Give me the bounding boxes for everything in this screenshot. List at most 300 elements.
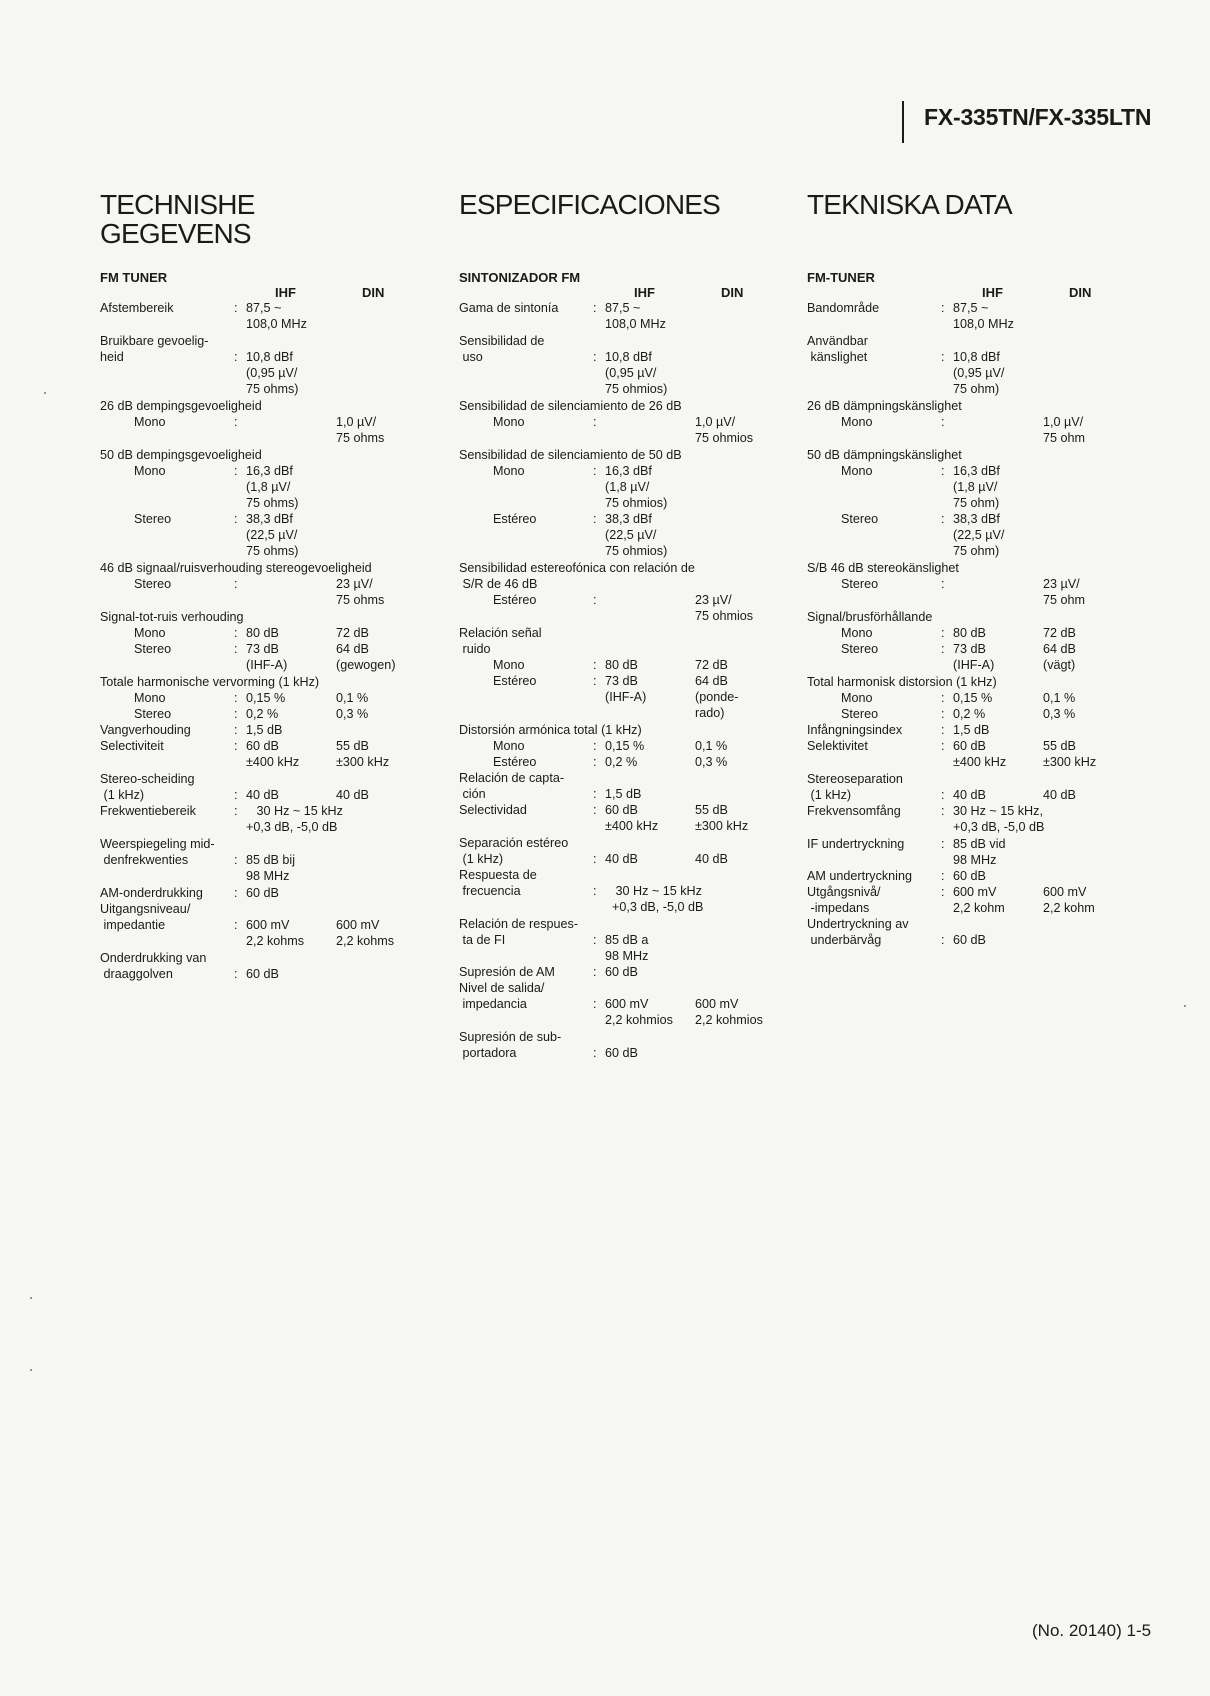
spec-separator: : xyxy=(941,350,945,364)
spec-label: Sensibilidad de xyxy=(459,334,545,348)
spec-line xyxy=(459,948,789,964)
spec-separator: : xyxy=(593,301,597,315)
spec-value-din: 0,1 % xyxy=(1043,691,1076,705)
spec-group xyxy=(459,300,789,332)
spec-separator: : xyxy=(941,626,945,640)
spec-separator: : xyxy=(234,512,238,526)
spec-line xyxy=(100,819,430,835)
spec-value-ihf: 2,2 kohm xyxy=(953,901,1005,915)
spec-list xyxy=(807,300,1137,948)
spec-group xyxy=(100,836,430,884)
spec-line xyxy=(459,349,789,365)
spec-sublabel: Stereo xyxy=(134,577,172,591)
spec-line xyxy=(100,625,430,641)
spec-value-din: 23 µV/ xyxy=(336,577,373,591)
spec-line xyxy=(100,300,430,316)
spec-value-ihf: +0,3 dB, -5,0 dB xyxy=(953,820,1045,834)
spec-separator: : xyxy=(234,464,238,478)
scan-speck xyxy=(30,1369,32,1371)
spec-line xyxy=(807,479,1137,495)
spec-line xyxy=(100,738,430,754)
spec-value-din: 40 dB xyxy=(695,852,728,866)
spec-value-ihf: (IHF-A) xyxy=(246,658,288,672)
spec-separator: : xyxy=(234,642,238,656)
din-column-header: DIN xyxy=(1069,285,1092,300)
ihf-column-header: IHF xyxy=(275,285,296,300)
spec-label: frecuencia xyxy=(459,884,521,898)
spec-line xyxy=(100,463,430,479)
column-swedish xyxy=(807,190,1137,949)
spec-value-ihf: ±400 kHz xyxy=(605,819,659,833)
spec-label: känslighet xyxy=(807,350,868,364)
spec-line xyxy=(807,868,1137,884)
spec-separator: : xyxy=(941,869,945,883)
spec-separator: : xyxy=(941,739,945,753)
spec-label: Supresión de sub- xyxy=(459,1030,562,1044)
spec-value-din: 0,1 % xyxy=(695,739,728,753)
spec-value-ihf: 40 dB xyxy=(605,852,638,866)
spec-line xyxy=(100,511,430,527)
spec-value-ihf: 60 dB xyxy=(953,933,986,947)
spec-line xyxy=(459,996,789,1012)
spec-value-ihf: 10,8 dBf xyxy=(953,350,1000,364)
spec-value-din: 64 dB xyxy=(336,642,369,656)
spec-label: Afstembereik xyxy=(100,301,174,315)
spec-value-din: 75 ohmios xyxy=(695,431,754,445)
spec-label: portadora xyxy=(459,1046,517,1060)
spec-line xyxy=(807,836,1137,852)
spec-label: Gama de sintonía xyxy=(459,301,559,315)
spec-line xyxy=(807,754,1137,770)
spec-value-ihf: 85 dB vid xyxy=(953,837,1006,851)
spec-line xyxy=(459,543,789,559)
spec-value-din: ±300 kHz xyxy=(695,819,749,833)
spec-separator: : xyxy=(593,803,597,817)
spec-line xyxy=(807,365,1137,381)
spec-group xyxy=(459,1029,789,1061)
spec-separator: : xyxy=(941,837,945,851)
spec-sublabel: Mono xyxy=(134,691,166,705)
spec-value-din: 40 dB xyxy=(336,788,369,802)
spec-value-din: 55 dB xyxy=(336,739,369,753)
spec-value-din: 1,0 µV/ xyxy=(1043,415,1084,429)
section-header xyxy=(459,270,789,300)
spec-label: Distorsión armónica total (1 kHz) xyxy=(459,723,642,737)
spec-value-din: (vägt) xyxy=(1043,658,1076,672)
spec-line xyxy=(459,641,789,657)
spec-separator: : xyxy=(593,593,597,607)
spec-label: IF undertryckning xyxy=(807,837,905,851)
spec-group xyxy=(459,333,789,397)
spec-line xyxy=(459,316,789,332)
spec-separator: : xyxy=(593,933,597,947)
spec-group xyxy=(459,625,789,721)
column-spanish xyxy=(459,190,789,1062)
spec-group xyxy=(807,560,1137,608)
spec-separator: : xyxy=(234,350,238,364)
spec-separator: : xyxy=(941,707,945,721)
spec-value-ihf: 1,5 dB xyxy=(246,723,283,737)
spec-value-ihf: 80 dB xyxy=(246,626,279,640)
spec-group xyxy=(459,916,789,1028)
spec-value-ihf: 60 dB xyxy=(605,803,638,817)
spec-line xyxy=(459,657,789,673)
spec-sublabel: Mono xyxy=(493,739,525,753)
spec-value-ihf: 75 ohmios) xyxy=(605,382,668,396)
spec-line xyxy=(100,560,430,576)
spec-value-ihf: (IHF-A) xyxy=(953,658,995,672)
spec-value-ihf: 75 ohms) xyxy=(246,382,299,396)
column-title: ESPECIFICACIONES xyxy=(459,189,721,220)
spec-value-ihf: 60 dB xyxy=(246,967,279,981)
spec-value-ihf: 87,5 ~ xyxy=(246,301,282,315)
spec-label: Sensibilidad de silenciamiento de 26 dB xyxy=(459,399,682,413)
spec-group xyxy=(459,835,789,915)
spec-value-ihf: (22,5 µV/ xyxy=(953,528,1005,542)
spec-group xyxy=(100,674,430,770)
spec-label: Onderdrukking van xyxy=(100,951,207,965)
spec-line xyxy=(100,398,430,414)
section-title: FM-TUNER xyxy=(807,270,875,285)
spec-line xyxy=(807,722,1137,738)
spec-value-ihf: 60 dB xyxy=(953,869,986,883)
din-column-header: DIN xyxy=(362,285,385,300)
spec-line xyxy=(459,398,789,414)
spec-value-ihf: 16,3 dBf xyxy=(605,464,652,478)
spec-value-din: 0,3 % xyxy=(336,707,369,721)
spec-group xyxy=(100,333,430,397)
spec-label: AM-onderdrukking xyxy=(100,886,203,900)
spec-line xyxy=(100,690,430,706)
spec-line xyxy=(100,885,430,901)
spec-separator: : xyxy=(593,884,597,898)
spec-value-din: 64 dB xyxy=(1043,642,1076,656)
spec-value-din: 72 dB xyxy=(695,658,728,672)
spec-line xyxy=(459,738,789,754)
spec-sublabel: Estéreo xyxy=(493,755,537,769)
spec-separator: : xyxy=(234,804,238,818)
spec-line xyxy=(100,576,430,592)
spec-value-ihf: (1,8 µV/ xyxy=(605,480,650,494)
spec-line xyxy=(100,803,430,819)
spec-label: Respuesta de xyxy=(459,868,537,882)
spec-line xyxy=(459,300,789,316)
spec-line xyxy=(100,414,430,430)
spec-value-ihf: 1,5 dB xyxy=(953,723,990,737)
spec-sublabel: Mono xyxy=(841,464,873,478)
spec-value-ihf: 0,2 % xyxy=(246,707,279,721)
spec-line xyxy=(459,689,789,705)
spec-label: S/B 46 dB stereokänslighet xyxy=(807,561,959,575)
spec-value-ihf: 98 MHz xyxy=(605,949,649,963)
spec-label: Vangverhouding xyxy=(100,723,191,737)
spec-separator: : xyxy=(941,933,945,947)
spec-group xyxy=(100,609,430,673)
spec-line xyxy=(459,381,789,397)
spec-line xyxy=(100,447,430,463)
spec-line xyxy=(459,705,789,721)
spec-line xyxy=(807,495,1137,511)
spec-label: Sensibilidad estereofónica con relación de xyxy=(459,561,695,575)
spec-value-ihf: 87,5 ~ xyxy=(605,301,641,315)
spec-line xyxy=(100,349,430,365)
spec-line xyxy=(459,463,789,479)
spec-group xyxy=(100,950,430,982)
spec-value-ihf: 600 mV xyxy=(953,885,997,899)
spec-label: Utgångsnivå/ xyxy=(807,885,881,899)
spec-separator: : xyxy=(234,886,238,900)
spec-value-ihf: 87,5 ~ xyxy=(953,301,989,315)
spec-label: ción xyxy=(459,787,486,801)
spec-label: (1 kHz) xyxy=(100,788,145,802)
spec-line xyxy=(459,430,789,446)
spec-group xyxy=(807,771,1137,835)
spec-sublabel: Mono xyxy=(134,415,166,429)
spec-separator: : xyxy=(234,739,238,753)
spec-value-ihf: 75 ohm) xyxy=(953,382,1000,396)
spec-value-ihf: 73 dB xyxy=(605,674,638,688)
spec-value-ihf: 0,15 % xyxy=(953,691,993,705)
spec-value-ihf: 38,3 dBf xyxy=(605,512,652,526)
spec-sublabel: Stereo xyxy=(841,512,879,526)
spec-value-ihf: (22,5 µV/ xyxy=(605,528,657,542)
column-title: TECHNISHE GEGEVENS xyxy=(100,189,255,249)
spec-separator: : xyxy=(593,658,597,672)
spec-value-ihf: ±400 kHz xyxy=(953,755,1007,769)
spec-value-din: 0,1 % xyxy=(336,691,369,705)
spec-line xyxy=(459,835,789,851)
spec-separator: : xyxy=(941,577,945,591)
spec-group xyxy=(807,333,1137,397)
spec-label: Infångningsindex xyxy=(807,723,903,737)
spec-value-ihf: 2,2 kohmios xyxy=(605,1013,673,1027)
spec-line xyxy=(459,1012,789,1028)
spec-line xyxy=(459,899,789,915)
spec-value-din: 75 ohm xyxy=(1043,431,1086,445)
spec-label: denfrekwenties xyxy=(100,853,189,867)
spec-group xyxy=(807,300,1137,332)
spec-line xyxy=(807,333,1137,349)
spec-value-ihf: 30 Hz ~ 15 kHz xyxy=(605,884,702,898)
section-title: SINTONIZADOR FM xyxy=(459,270,581,285)
spec-line xyxy=(459,333,789,349)
spec-line xyxy=(807,900,1137,916)
spec-group xyxy=(100,447,430,559)
spec-line xyxy=(100,527,430,543)
spec-line xyxy=(459,867,789,883)
spec-label: Weerspiegeling mid- xyxy=(100,837,215,851)
spec-line xyxy=(459,786,789,802)
spec-separator: : xyxy=(593,997,597,1011)
spec-line xyxy=(459,479,789,495)
spec-separator: : xyxy=(941,642,945,656)
spec-value-ihf: 0,2 % xyxy=(605,755,638,769)
spec-line xyxy=(459,608,789,624)
spec-line xyxy=(807,706,1137,722)
spec-value-ihf: 60 dB xyxy=(953,739,986,753)
spec-value-ihf: 75 ohmios) xyxy=(605,496,668,510)
spec-line xyxy=(807,803,1137,819)
spec-value-ihf: 30 Hz ~ 15 kHz, xyxy=(953,804,1043,818)
spec-value-ihf: 0,15 % xyxy=(605,739,645,753)
spec-value-ihf: 108,0 MHz xyxy=(953,317,1014,331)
spec-group xyxy=(459,722,789,834)
spec-value-ihf: 0,15 % xyxy=(246,691,286,705)
spec-value-ihf: 10,8 dBf xyxy=(605,350,652,364)
spec-line xyxy=(459,722,789,738)
scan-speck xyxy=(30,1297,32,1299)
spec-label: (1 kHz) xyxy=(459,852,504,866)
spec-line xyxy=(807,527,1137,543)
spec-label: Relación señal xyxy=(459,626,542,640)
spec-line xyxy=(459,770,789,786)
spec-line xyxy=(459,818,789,834)
spec-line xyxy=(807,447,1137,463)
spec-separator: : xyxy=(234,967,238,981)
spec-line xyxy=(807,852,1137,868)
spec-group xyxy=(807,836,1137,948)
spec-line xyxy=(459,754,789,770)
spec-line xyxy=(807,463,1137,479)
spec-line xyxy=(807,543,1137,559)
spec-line xyxy=(459,1045,789,1061)
spec-group xyxy=(807,398,1137,446)
spec-line xyxy=(100,674,430,690)
spec-value-ihf: 38,3 dBf xyxy=(246,512,293,526)
spec-line xyxy=(807,430,1137,446)
spec-label: Selektivitet xyxy=(807,739,868,753)
spec-line xyxy=(807,316,1137,332)
spec-value-din: 1,0 µV/ xyxy=(336,415,377,429)
spec-sublabel: Estéreo xyxy=(493,674,537,688)
spec-label: Undertryckning av xyxy=(807,917,909,931)
spec-value-ihf: 108,0 MHz xyxy=(605,317,666,331)
spec-line xyxy=(807,414,1137,430)
spec-value-ihf: (0,95 µV/ xyxy=(605,366,657,380)
spec-sublabel: Stereo xyxy=(841,577,879,591)
spec-label: S/R de 46 dB xyxy=(459,577,538,591)
spec-label: impedantie xyxy=(100,918,166,932)
spec-sublabel: Stereo xyxy=(134,707,172,721)
spec-value-ihf: 16,3 dBf xyxy=(246,464,293,478)
spec-value-ihf: 75 ohm) xyxy=(953,544,1000,558)
spec-line xyxy=(459,365,789,381)
spec-sublabel: Mono xyxy=(841,415,873,429)
spec-separator: : xyxy=(234,918,238,932)
spec-value-ihf: 75 ohmios) xyxy=(605,544,668,558)
spec-line xyxy=(100,381,430,397)
spec-separator: : xyxy=(234,415,238,429)
spec-line xyxy=(100,430,430,446)
spec-value-ihf: 1,5 dB xyxy=(605,787,642,801)
spec-label: -impedans xyxy=(807,901,870,915)
spec-separator: : xyxy=(593,350,597,364)
spec-line xyxy=(459,495,789,511)
spec-separator: : xyxy=(234,691,238,705)
spec-line xyxy=(100,722,430,738)
spec-label: Separación estéreo xyxy=(459,836,569,850)
spec-value-ihf: +0,3 dB, -5,0 dB xyxy=(605,900,704,914)
spec-value-ihf: (22,5 µV/ xyxy=(246,528,298,542)
spec-sublabel: Mono xyxy=(493,415,525,429)
spec-value-din: (gewogen) xyxy=(336,658,396,672)
spec-line xyxy=(100,657,430,673)
spec-line xyxy=(807,674,1137,690)
spec-value-ihf: ±400 kHz xyxy=(246,755,300,769)
spec-label: heid xyxy=(100,350,124,364)
spec-separator: : xyxy=(593,852,597,866)
spec-separator: : xyxy=(941,301,945,315)
spec-sublabel: Stereo xyxy=(134,642,172,656)
spec-value-ihf: 60 dB xyxy=(246,886,279,900)
spec-list xyxy=(459,300,789,1061)
spec-line xyxy=(459,511,789,527)
spec-label: Relación de capta- xyxy=(459,771,565,785)
spec-line xyxy=(807,884,1137,900)
spec-value-ihf: 40 dB xyxy=(246,788,279,802)
spec-separator: : xyxy=(593,787,597,801)
spec-line xyxy=(459,964,789,980)
spec-value-ihf: (0,95 µV/ xyxy=(246,366,298,380)
spec-line xyxy=(807,641,1137,657)
spec-group xyxy=(459,398,789,446)
spec-separator: : xyxy=(234,301,238,315)
spec-separator: : xyxy=(941,512,945,526)
spec-value-ihf: 80 dB xyxy=(953,626,986,640)
spec-label: Supresión de AM xyxy=(459,965,555,979)
spec-line xyxy=(807,819,1137,835)
spec-label: 50 dB dämpningskänslighet xyxy=(807,448,962,462)
spec-line xyxy=(100,754,430,770)
spec-value-ihf: 75 ohms) xyxy=(246,544,299,558)
spec-group xyxy=(100,771,430,835)
spec-line xyxy=(807,576,1137,592)
spec-label: 26 dB dempingsgevoeligheid xyxy=(100,399,262,413)
spec-label: underbärvåg xyxy=(807,933,882,947)
spec-value-ihf: 75 ohm) xyxy=(953,496,1000,510)
spec-label: Stereo-scheiding xyxy=(100,772,195,786)
spec-line xyxy=(459,560,789,576)
spec-line xyxy=(459,592,789,608)
spec-line xyxy=(100,365,430,381)
spec-line xyxy=(807,690,1137,706)
spec-label: AM undertryckning xyxy=(807,869,912,883)
spec-line xyxy=(807,916,1137,932)
spec-label: (1 kHz) xyxy=(807,788,852,802)
spec-value-ihf: 10,8 dBf xyxy=(246,350,293,364)
spec-separator: : xyxy=(234,853,238,867)
spec-sublabel: Mono xyxy=(493,464,525,478)
spec-sublabel: Mono xyxy=(134,464,166,478)
spec-label: ta de FI xyxy=(459,933,506,947)
spec-separator: : xyxy=(593,755,597,769)
spec-sublabel: Stereo xyxy=(841,642,879,656)
ihf-column-header: IHF xyxy=(634,285,655,300)
spec-group xyxy=(100,398,430,446)
spec-sublabel: Estéreo xyxy=(493,512,537,526)
spec-value-ihf: (0,95 µV/ xyxy=(953,366,1005,380)
spec-value-ihf: 16,3 dBf xyxy=(953,464,1000,478)
spec-value-din: 2,2 kohms xyxy=(336,934,395,948)
spec-line xyxy=(100,787,430,803)
spec-value-ihf: 75 ohms) xyxy=(246,496,299,510)
spec-line xyxy=(807,381,1137,397)
spec-value-ihf: 60 dB xyxy=(605,1046,638,1060)
spec-value-din: ±300 kHz xyxy=(336,755,390,769)
spec-line xyxy=(100,479,430,495)
spec-separator: : xyxy=(941,464,945,478)
spec-group xyxy=(459,447,789,559)
